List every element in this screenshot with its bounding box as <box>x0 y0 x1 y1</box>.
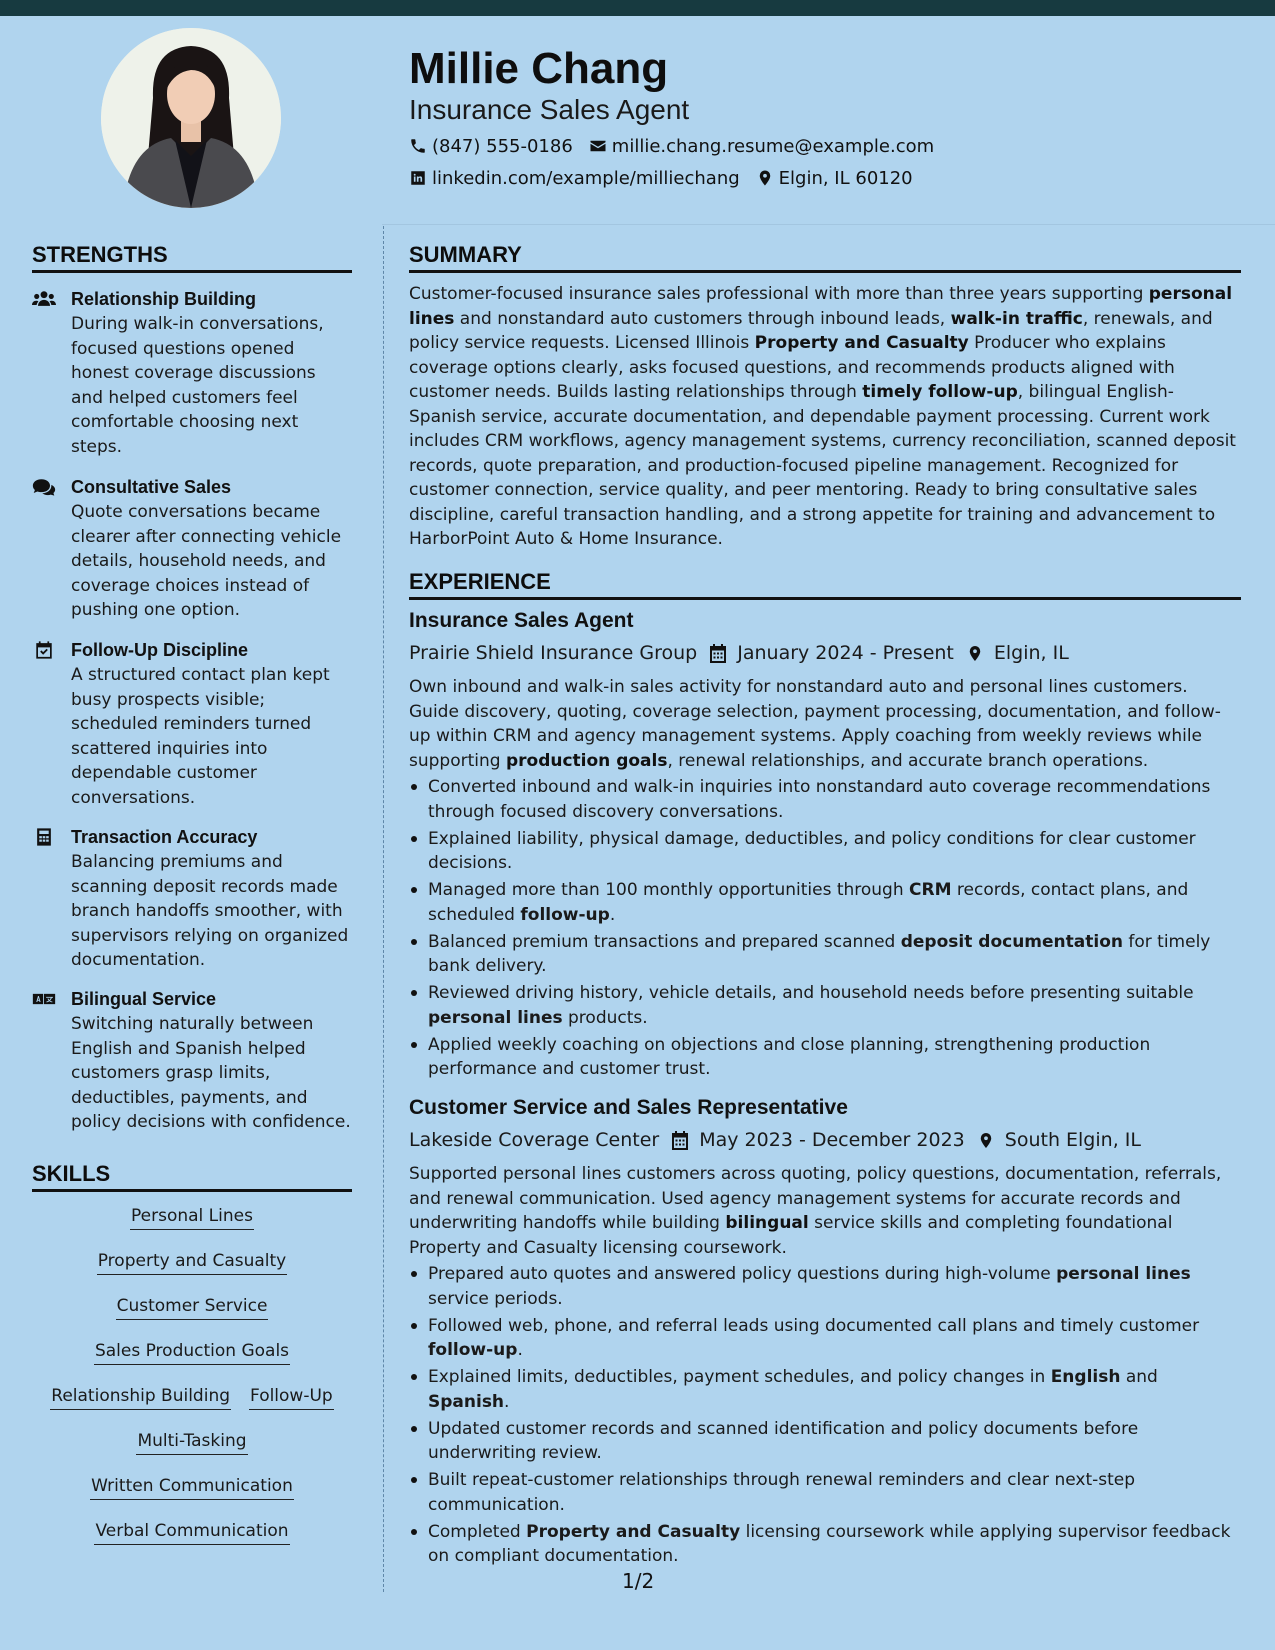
calculator-icon <box>32 827 58 847</box>
job-dates <box>671 1129 965 1151</box>
bullet-item: Updated customer records and scanned identification and policy documents before underwriting review. <box>409 1417 1241 1466</box>
job-dates <box>709 642 954 664</box>
users-icon <box>32 289 58 309</box>
location-text: Elgin, IL 60120 <box>778 167 913 189</box>
linkedin-contact[interactable] <box>409 168 740 189</box>
experience-heading: EXPERIENCE <box>409 567 1241 600</box>
skill-tag: Multi-Tasking <box>136 1429 247 1455</box>
bullet-item: Built repeat-customer relationships through renewal reminders and clear next-step communication. <box>409 1468 1241 1517</box>
skill-tag: Follow-Up <box>249 1384 334 1410</box>
contact-row-2 <box>409 165 913 191</box>
job-bullets <box>409 1262 1241 1571</box>
job-bullets <box>409 775 1241 1084</box>
job-dates-text: January 2024 - Present <box>737 642 954 664</box>
candidate-title: Insurance Sales Agent <box>409 94 690 125</box>
strength-description: Balancing premiums and scanning deposit records made branch handoffs smoother, with supervisors relying on organized documentation. <box>71 852 349 970</box>
summary-heading: SUMMARY <box>409 240 1241 273</box>
linkedin-text: linkedin.com/example/milliechang <box>432 167 740 189</box>
job-meta <box>409 1126 1141 1154</box>
strength-title: Follow-Up Discipline <box>71 640 249 660</box>
candidate-name: Millie Chang <box>409 44 669 93</box>
email-text: millie.chang.resume@example.com <box>611 135 935 157</box>
bullet-item: Explained liability, physical damage, deductibles, and policy conditions for clear customer decisions. <box>409 827 1241 876</box>
page-number: 1/2 <box>622 1569 655 1593</box>
strength-title: Consultative Sales <box>71 477 232 497</box>
job-title: Insurance Sales Agent <box>409 609 634 632</box>
contact-row-1 <box>409 133 934 159</box>
strength-item <box>32 474 352 623</box>
skill-tag: Verbal Communication <box>94 1519 289 1545</box>
bullet-item: Reviewed driving history, vehicle details, and household needs before presenting suitable personal lines products. <box>409 981 1241 1030</box>
company-name: Prairie Shield Insurance Group <box>409 642 698 664</box>
comments-icon <box>32 477 58 497</box>
calendar-icon <box>709 644 727 663</box>
strength-item <box>32 986 352 1135</box>
header-divider <box>382 224 1275 225</box>
email-contact[interactable] <box>589 136 934 157</box>
skill-tag: Written Communication <box>90 1474 294 1500</box>
bullet-item: Followed web, phone, and referral leads using documented call plans and timely customer follow-up. <box>409 1314 1241 1363</box>
calendar-icon <box>671 1131 689 1150</box>
job-location <box>966 642 1069 664</box>
summary-paragraph: Customer-focused insurance sales professional with more than three years supporting personal lines and nonstandard auto customers through inbound leads, walk-in traffic, renewals, and policy service requests. Licensed Illinois Property and Casualty Producer who explains coverage options clearly, asks focused questions, and recommends products aligned with customer needs. Builds lasting relationships through timely follow-up, bilingual English-Spanish service, accurate documentation, and dependable payment processing. Current work includes CRM workflows, agency management systems, currency reconciliation, scanned deposit records, quote preparation, and production-focused pipeline management. Recognized for customer connection, service quality, and peer mentoring. Ready to bring consultative sales discipline, careful transaction handling, and a strong appetite for training and advancement to HarborPoint Auto & Home Insurance. <box>409 284 1236 549</box>
job-description: Own inbound and walk-in sales activity for nonstandard auto and personal lines customers. Guide discovery, quoting, coverage selection, payment processing, documentation, and follow-up within CRM and agency management systems. Apply coaching from weekly reviews while supporting production goals, renewal relationships, and accurate branch operations. <box>409 677 1221 771</box>
skills-heading: SKILLS <box>32 1159 352 1192</box>
job-description: Supported personal lines customers across quoting, policy questions, documentation, referrals, and renewal communication. Used agency management systems for accurate records and underwriting handoffs while building bilingual service skills and completing foundational Property and Casualty licensing coursework. <box>409 1164 1222 1258</box>
map-marker-icon <box>977 1131 995 1150</box>
bullet-item: Explained limits, deductibles, payment schedules, and policy changes in English and Spanish. <box>409 1365 1241 1414</box>
skill-tag: Relationship Building <box>50 1384 231 1410</box>
map-marker-icon <box>966 644 984 663</box>
strengths-heading: STRENGTHS <box>32 240 352 273</box>
job-title: Customer Service and Sales Representative <box>409 1096 848 1119</box>
skill-tag: Property and Casualty <box>97 1249 288 1275</box>
job-location <box>977 1129 1141 1151</box>
linkedin-icon <box>409 169 427 187</box>
profile-photo <box>101 28 281 208</box>
bullet-item: Converted inbound and walk-in inquiries into nonstandard auto coverage recommendations through focused discovery conversations. <box>409 775 1241 824</box>
skill-tag: Personal Lines <box>130 1204 254 1230</box>
bullet-item: Prepared auto quotes and answered policy questions during high-volume personal lines service periods. <box>409 1262 1241 1311</box>
language-icon <box>32 989 58 1009</box>
strength-item <box>32 637 352 810</box>
phone-text: (847) 555-0186 <box>432 135 573 157</box>
column-divider <box>383 226 384 1592</box>
skills-list <box>32 1204 352 1564</box>
skill-tag: Customer Service <box>116 1294 269 1320</box>
strength-title: Transaction Accuracy <box>71 827 258 847</box>
top-accent-bar <box>0 0 1275 16</box>
phone-icon <box>409 137 427 155</box>
map-marker-icon <box>756 169 774 187</box>
calendar-check-icon <box>32 640 58 660</box>
strength-item <box>32 824 352 973</box>
job-dates-text: May 2023 - December 2023 <box>699 1129 965 1151</box>
phone-contact[interactable] <box>409 136 573 157</box>
strength-description: Quote conversations became clearer after connecting vehicle details, household needs, and coverage choices instead of pushing one option. <box>71 502 342 620</box>
bullet-item: Balanced premium transactions and prepared scanned deposit documentation for timely bank delivery. <box>409 930 1241 979</box>
job-location-text: South Elgin, IL <box>1004 1129 1141 1151</box>
job-location-text: Elgin, IL <box>993 642 1069 664</box>
bullet-item: Completed Property and Casualty licensing coursework while applying supervisor feedback on compliant documentation. <box>409 1520 1241 1569</box>
strength-description: A structured contact plan kept busy prospects visible; scheduled reminders turned scattered inquiries into dependable customer conversations. <box>71 665 330 808</box>
strength-item <box>32 286 352 459</box>
skill-tag: Sales Production Goals <box>94 1339 290 1365</box>
strength-description: During walk-in conversations, focused questions opened honest coverage discussions and helped customers feel comfortable choosing next steps. <box>71 314 324 457</box>
company-name: Lakeside Coverage Center <box>409 1129 660 1151</box>
strength-title: Relationship Building <box>71 289 256 309</box>
envelope-icon <box>589 137 607 155</box>
strength-description: Switching naturally between English and Spanish helped customers grasp limits, deductibles, payments, and policy decisions with confidence. <box>71 1014 351 1132</box>
bullet-item: Applied weekly coaching on objections and close planning, strengthening production performance and customer trust. <box>409 1033 1241 1082</box>
bullet-item: Managed more than 100 monthly opportunities through CRM records, contact plans, and scheduled follow-up. <box>409 878 1241 927</box>
job-meta <box>409 639 1069 667</box>
location-contact <box>756 168 913 189</box>
strength-title: Bilingual Service <box>71 989 217 1009</box>
